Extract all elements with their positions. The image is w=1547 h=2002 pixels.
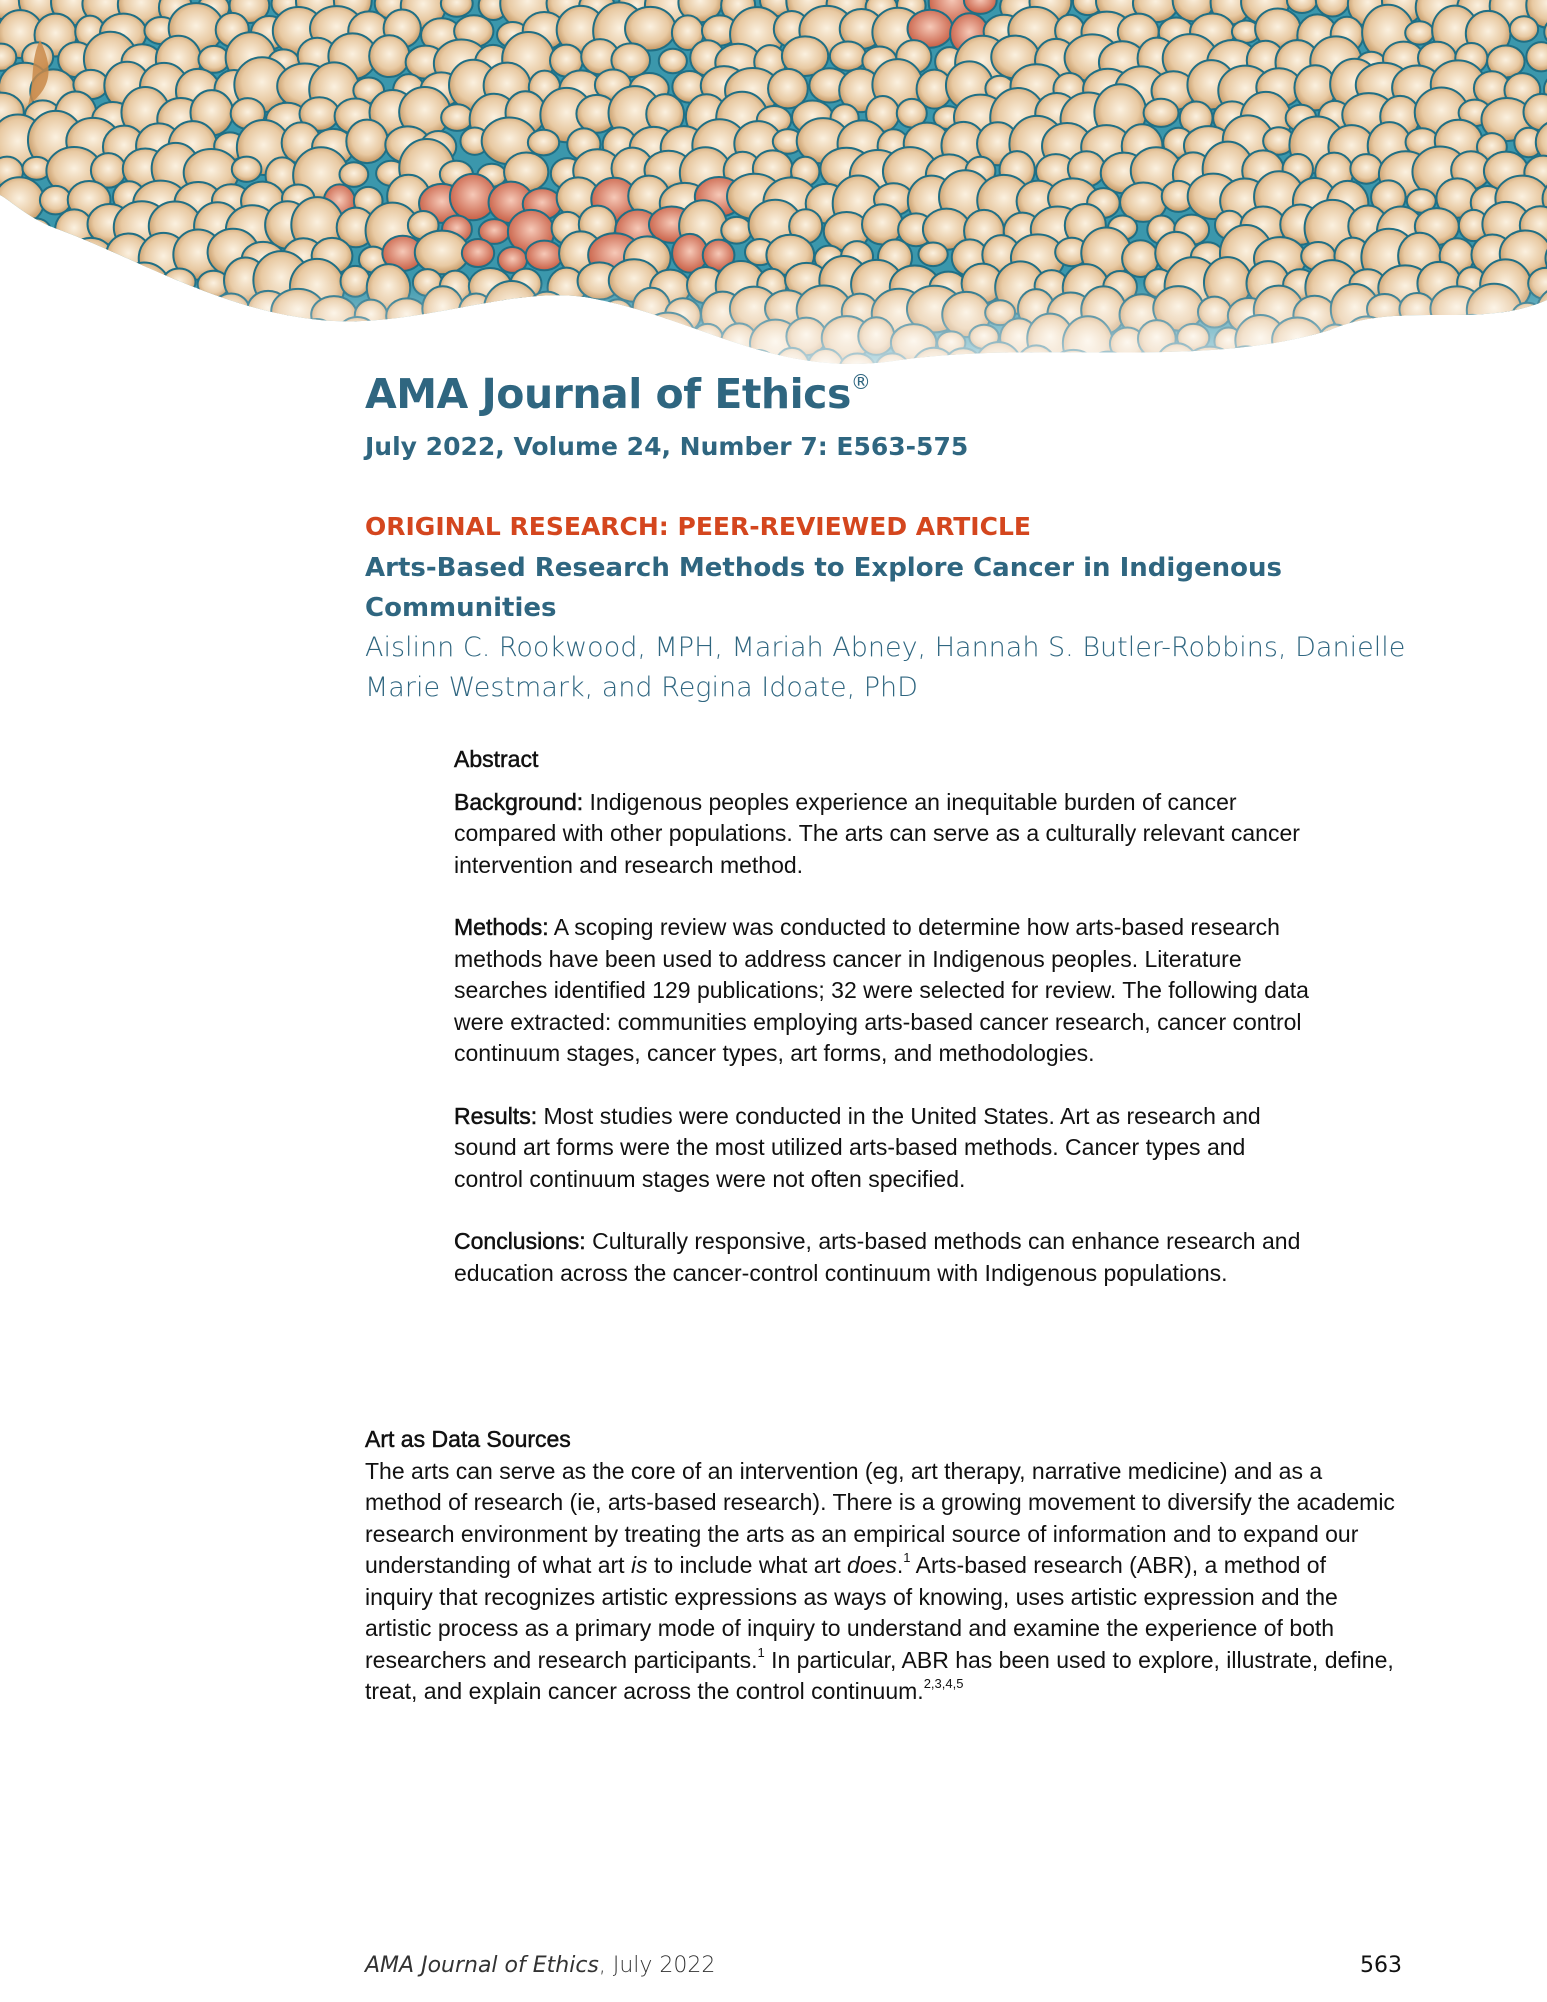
journal-name: AMA Journal of Ethics — [365, 370, 851, 418]
footer-citation — [365, 1953, 715, 1978]
abstract-results — [454, 1101, 1314, 1196]
issue-line: July 2022, Volume 24, Number 7: E563-575 — [365, 432, 969, 461]
abstract-conclusions — [454, 1226, 1314, 1289]
body-text: In particular, ABR has been used to explore, illustrate, define, treat, and explain cancer across the control continuum. — [365, 1646, 1394, 1704]
reference-link[interactable]: 1 — [903, 1550, 911, 1566]
abstract — [454, 744, 1314, 1320]
background-text: Indigenous peoples experience an inequitable burden of cancer compared with other populations. The arts can serve as a culturally relevant cancer intervention and research method. — [454, 788, 1300, 878]
reference-link[interactable]: 1 — [757, 1644, 765, 1660]
footer-date: , July 2022 — [598, 1953, 716, 1978]
page-number: 563 — [1360, 1953, 1402, 1978]
conclusions-label: Conclusions: — [454, 1228, 586, 1254]
author-list: Aislinn C. Rookwood, MPH, Mariah Abney, Hannah S. Butler-Robbins, Danielle Marie Westmark, and Regina Idoate, PhD — [365, 632, 1406, 703]
body-emphasis: is — [630, 1552, 648, 1578]
body-emphasis: does — [847, 1552, 897, 1578]
body-paragraph — [365, 1456, 1400, 1708]
body-section — [365, 1424, 1400, 1708]
methods-text: A scoping review was conducted to determine how arts-based research methods have been used to address cancer in Indigenous peoples. Literature searches identified 129 publications; 32 were selected for review. The following data were extracted: communities employing arts-based cancer research, cancer control continuum stages, cancer types, art forms, and methodologies. — [454, 914, 1309, 1066]
footer-journal-name: AMA Journal of Ethics — [365, 1953, 599, 1978]
article-title: Arts-Based Research Methods to Explore Cancer in Indigenous Communities — [365, 553, 1282, 623]
conclusions-text: Culturally responsive, arts-based methods can enhance research and education across the cancer-control continuum with Indigenous populations. — [454, 1228, 1301, 1286]
article-type: ORIGINAL RESEARCH: PEER-REVIEWED ARTICLE — [365, 512, 1031, 541]
reference-link[interactable]: 2,3,4,5 — [923, 1676, 964, 1692]
body-text: The arts can serve as the core of an intervention (eg, art therapy, narrative medicine) and as a method of research (ie, arts-based research). There is a growing movement to diversify the academic research environment by treating the arts as an empirical source of information and to expand our understanding of what art — [365, 1457, 1395, 1578]
cell-micrograph-banner — [0, 0, 1547, 400]
abstract-methods — [454, 912, 1314, 1070]
abstract-heading: Abstract — [454, 746, 539, 772]
background-label: Background: — [454, 788, 584, 815]
abstract-background — [454, 787, 1314, 882]
results-text: Most studies were conducted in the United States. Art as research and sound art forms were the most utilized arts-based methods. Cancer types and control continuum stages were not often specified. — [454, 1102, 1261, 1192]
registered-mark: ® — [850, 370, 871, 395]
methods-label: Methods: — [454, 914, 549, 940]
journal-title — [365, 370, 870, 418]
body-text: Arts-based research (ABR), a method of inquiry that recognizes artistic expressions as ways of knowing, uses artistic expression and the artistic process as a primary mode of inquiry to understand and examine the experience of both researchers and research participants. — [365, 1552, 1338, 1673]
results-label: Results: — [454, 1102, 538, 1129]
body-text: to include what art — [647, 1552, 848, 1578]
section-heading: Art as Data Sources — [365, 1426, 571, 1452]
body-text: . — [896, 1552, 904, 1578]
